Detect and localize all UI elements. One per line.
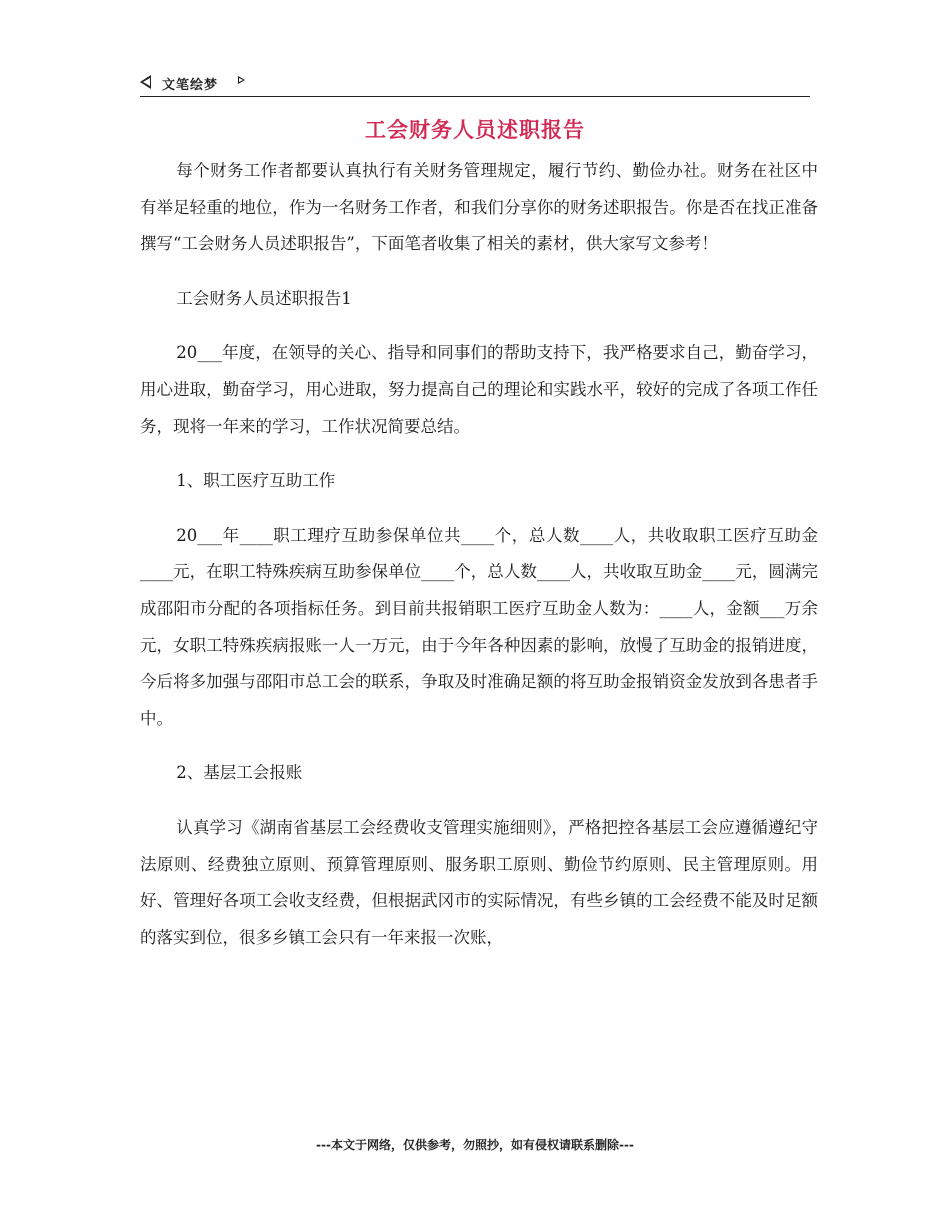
- body-paragraph: 20___年____职工理疗互助参保单位共____个，总人数____人，共收取职工医疗互助金____元，在职工特殊疾病互助参保单位____个，总人数____人，共收取互助金____元，圆满完成邵阳市分配的各项指标任务。到目前共报销职工医疗互助金人数为：____人，金额___万余元，女职工特殊疾病报账一人一万元，由于今年各种因素的影响，放慢了互助金的报销进度，今后将多加强与邵阳市总工会的联系，争取及时准确足额的将互助金报销资金发放到各患者手中。: [140, 525, 818, 728]
- document-title: 工会财务人员述职报告: [365, 118, 585, 142]
- subsection-heading: 1、职工医疗互助工作: [176, 471, 336, 491]
- brand-name: 文笔绘梦: [162, 78, 219, 93]
- section-heading: 工会财务人员述职报告1: [176, 288, 352, 308]
- body-paragraph: 认真学习《湖南省基层工会经费收支管理实施细则》，严格把控各基层工会应遵循遵纪守法原则、经费独立原则、预算管理原则、服务职工原则、勤俭节约原则、民主管理原则。用好、管理好各项工会收支经费，但根据武冈市的实际情况，有些乡镇的工会经费不能及时足额的落实到位，很多乡镇工会只有一年来报一次账，: [140, 817, 818, 947]
- intro-paragraph: 每个财务工作者都要认真执行有关财务管理规定，履行节约、勤俭办社。财务在社区中有举足轻重的地位，作为一名财务工作者，和我们分享你的财务述职报告。你是否在找正准备撰写“工会财务人员述职报告”，下面笔者收集了相关的素材，供大家写文参考！: [140, 161, 818, 254]
- subsection-heading: 2、基层工会报账: [176, 763, 303, 783]
- document-body: [140, 153, 818, 974]
- footer-disclaimer: ---本文于网络，仅供参考，勿照抄，如有侵权请联系删除---: [316, 1138, 634, 1152]
- body-paragraph: 20___年度，在领导的关心、指导和同事们的帮助支持下，我严格要求自己，勤奋学习，用心进取，勤奋学习，用心进取，努力提高自己的理论和实践水平，较好的完成了各项工作任务，现将一年来的学习，工作状况简要总结。: [140, 343, 818, 436]
- page-header: [140, 72, 810, 97]
- triangle-right-icon: [238, 76, 245, 84]
- triangle-left-icon: [140, 75, 151, 89]
